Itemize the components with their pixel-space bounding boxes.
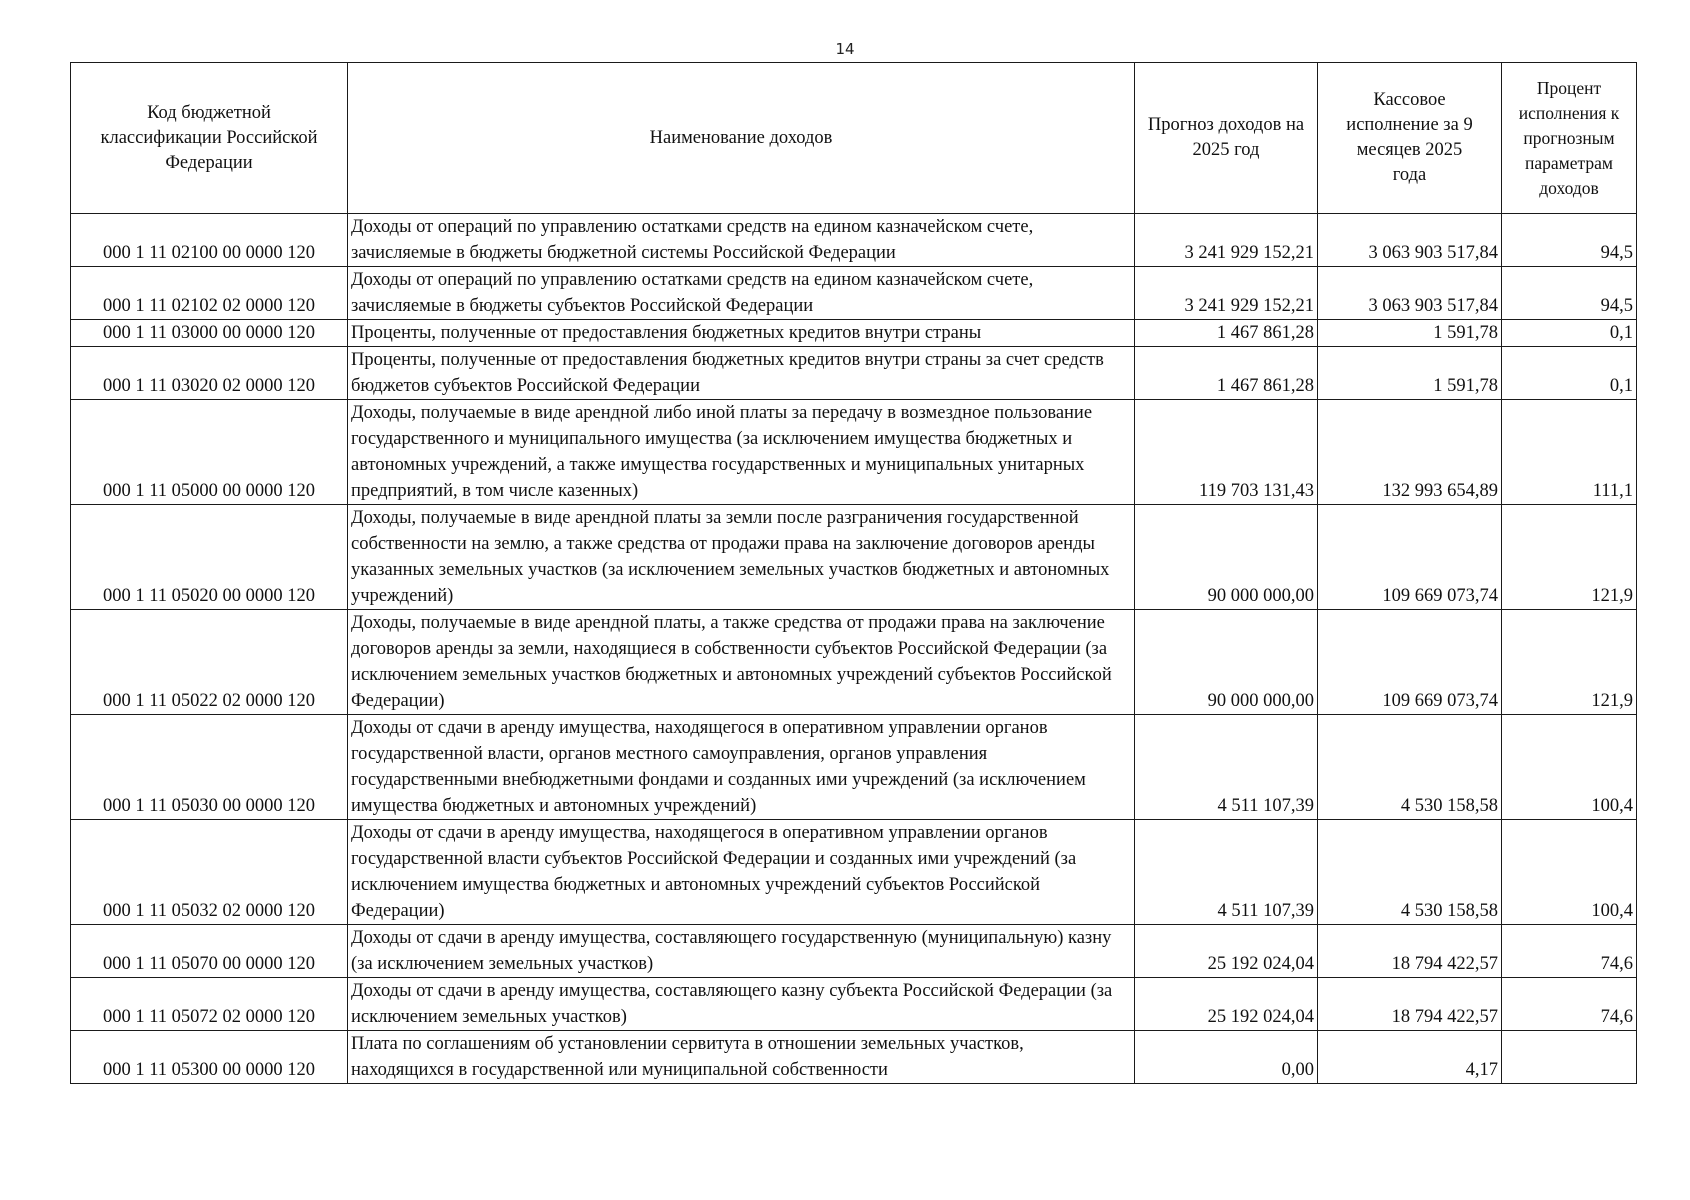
row-percent [1502,1031,1637,1084]
row-forecast: 25 192 024,04 [1135,978,1318,1031]
table-row [71,400,1637,505]
row-executed: 18 794 422,57 [1318,978,1502,1031]
row-forecast: 3 241 929 152,21 [1135,267,1318,320]
row-name: Плата по соглашениям об установлении сервитута в отношении земельных участков, находящихся в государственной или муниципальной собственности [348,1031,1135,1084]
row-name: Доходы от операций по управлению остатками средств на едином казначейском счете, зачисляемые в бюджеты бюджетной системы Российской Федерации [348,214,1135,267]
row-code: 000 1 11 05022 02 0000 120 [71,610,348,715]
row-executed: 109 669 073,74 [1318,610,1502,715]
row-percent: 100,4 [1502,820,1637,925]
row-name: Доходы, получаемые в виде арендной либо иной платы за передачу в возмездное пользование государственного и муниципального имущества (за исключением имущества бюджетных и автономных учреждений, а также имущества государственных и муниципальных унитарных предприятий, в том числе казенных) [348,400,1135,505]
row-percent: 94,5 [1502,267,1637,320]
row-name: Доходы, получаемые в виде арендной платы, а также средства от продажи права на заключение договоров аренды за земли, находящиеся в собственности субъектов Российской Федерации (за исключением земельных участков бюджетных и автономных учреждений субъектов Российской Федерации) [348,610,1135,715]
row-name: Доходы от сдачи в аренду имущества, находящегося в оперативном управлении органов государственной власти субъектов Российской Федерации и созданных ими учреждений (за исключением имущества бюджетных и автономных учреждений субъектов Российской Федерации) [348,820,1135,925]
row-percent: 111,1 [1502,400,1637,505]
row-code: 000 1 11 05000 00 0000 120 [71,400,348,505]
row-code: 000 1 11 05030 00 0000 120 [71,715,348,820]
row-name: Доходы от операций по управлению остатками средств на едином казначейском счете, зачисляемые в бюджеты субъектов Российской Федерации [348,267,1135,320]
row-forecast: 1 467 861,28 [1135,320,1318,347]
table-row [71,1031,1637,1084]
row-name: Проценты, полученные от предоставления бюджетных кредитов внутри страны [348,320,1135,347]
row-executed: 132 993 654,89 [1318,400,1502,505]
row-name: Доходы от сдачи в аренду имущества, составляющего казну субъекта Российской Федерации (за исключением земельных участков) [348,978,1135,1031]
row-code: 000 1 11 03020 02 0000 120 [71,347,348,400]
header-percent: Процент исполнения к прогнозным параметрам доходов [1502,63,1637,214]
row-executed: 4,17 [1318,1031,1502,1084]
row-executed: 1 591,78 [1318,320,1502,347]
row-percent: 0,1 [1502,320,1637,347]
row-name: Доходы, получаемые в виде арендной платы за земли после разграничения государственной собственности на землю, а также средства от продажи права на заключение договоров аренды указанных земельных участков (за исключением земельных участков бюджетных и автономных учреждений) [348,505,1135,610]
row-forecast: 4 511 107,39 [1135,715,1318,820]
row-percent: 121,9 [1502,505,1637,610]
row-forecast: 0,00 [1135,1031,1318,1084]
header-code: Код бюджетной классификации Российской Федерации [71,63,348,214]
row-code: 000 1 11 05032 02 0000 120 [71,820,348,925]
table-row [71,214,1637,267]
table-row [71,610,1637,715]
row-forecast: 4 511 107,39 [1135,820,1318,925]
row-name: Проценты, полученные от предоставления бюджетных кредитов внутри страны за счет средств бюджетов субъектов Российской Федерации [348,347,1135,400]
row-forecast: 90 000 000,00 [1135,610,1318,715]
revenue-table [70,62,1637,1084]
table-row [71,267,1637,320]
row-code: 000 1 11 05020 00 0000 120 [71,505,348,610]
row-name: Доходы от сдачи в аренду имущества, составляющего государственную (муниципальную) казну (за исключением земельных участков) [348,925,1135,978]
row-code: 000 1 11 05300 00 0000 120 [71,1031,348,1084]
row-forecast: 25 192 024,04 [1135,925,1318,978]
row-forecast: 119 703 131,43 [1135,400,1318,505]
row-executed: 3 063 903 517,84 [1318,214,1502,267]
row-code: 000 1 11 05072 02 0000 120 [71,978,348,1031]
row-forecast: 1 467 861,28 [1135,347,1318,400]
header-name: Наименование доходов [348,63,1135,214]
table-row [71,505,1637,610]
row-executed: 3 063 903 517,84 [1318,267,1502,320]
row-name: Доходы от сдачи в аренду имущества, находящегося в оперативном управлении органов государственной власти, органов местного самоуправления, органов управления государственными внебюджетными фондами и созданных ими учреждений (за исключением имущества бюджетных и автономных учреждений) [348,715,1135,820]
row-code: 000 1 11 02100 00 0000 120 [71,214,348,267]
table-row [71,715,1637,820]
row-code: 000 1 11 03000 00 0000 120 [71,320,348,347]
table-header-row [71,63,1637,214]
row-executed: 4 530 158,58 [1318,715,1502,820]
row-percent: 100,4 [1502,715,1637,820]
header-forecast: Прогноз доходов на 2025 год [1135,63,1318,214]
row-percent: 74,6 [1502,925,1637,978]
row-percent: 121,9 [1502,610,1637,715]
header-executed: Кассовое исполнение за 9 месяцев 2025 года [1318,63,1502,214]
table-row [71,820,1637,925]
table-row [71,925,1637,978]
row-code: 000 1 11 02102 02 0000 120 [71,267,348,320]
row-percent: 74,6 [1502,978,1637,1031]
row-forecast: 3 241 929 152,21 [1135,214,1318,267]
row-percent: 0,1 [1502,347,1637,400]
row-executed: 4 530 158,58 [1318,820,1502,925]
table-row [71,347,1637,400]
row-forecast: 90 000 000,00 [1135,505,1318,610]
table-row [71,320,1637,347]
table-row [71,978,1637,1031]
row-executed: 1 591,78 [1318,347,1502,400]
row-percent: 94,5 [1502,214,1637,267]
row-executed: 109 669 073,74 [1318,505,1502,610]
page-number: 14 [835,40,855,58]
row-executed: 18 794 422,57 [1318,925,1502,978]
row-code: 000 1 11 05070 00 0000 120 [71,925,348,978]
